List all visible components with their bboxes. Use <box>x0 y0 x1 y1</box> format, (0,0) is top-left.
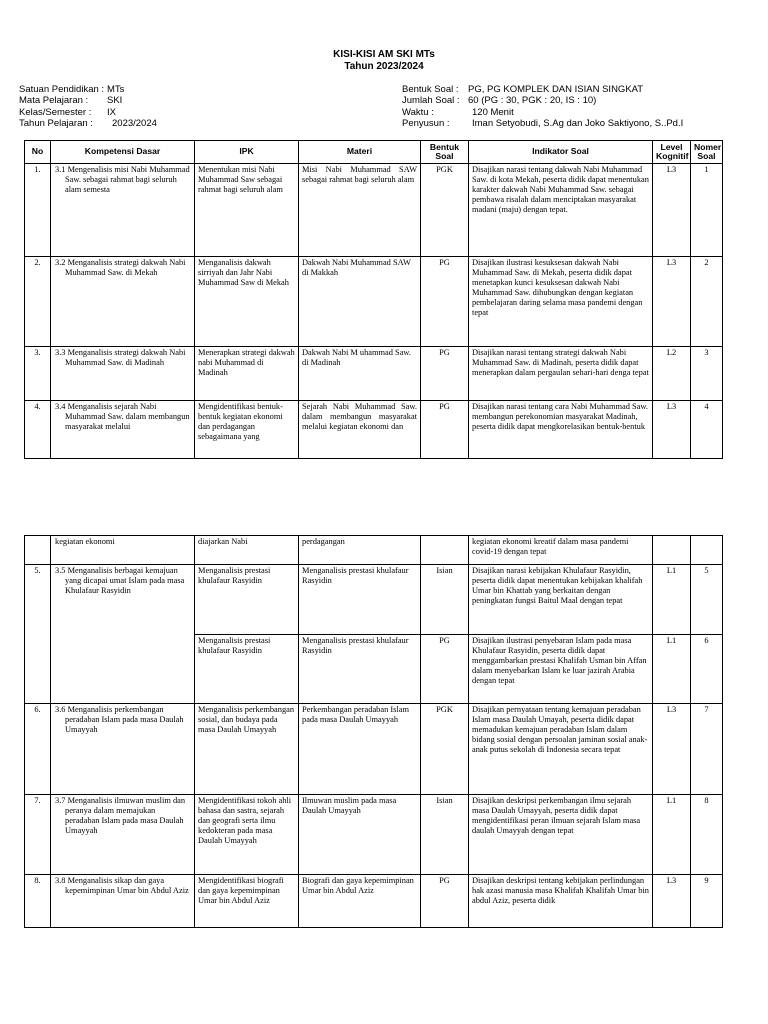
meta-row <box>402 84 683 95</box>
table-row <box>25 347 723 401</box>
cell-materi: Dakwah Nabi Muhammad SAW di Makkah <box>299 257 421 347</box>
meta-row <box>19 118 157 129</box>
column-header: Bentuk Soal <box>421 141 469 164</box>
cell-ipk: Mengidentifikasi bentuk-bentuk kegiatan ekonomi dan perdagangan sebagaimana yang <box>195 401 299 459</box>
cell-nomer-soal: 4 <box>691 401 723 459</box>
cell-bentuk-soal: PG <box>421 875 469 928</box>
column-header: No <box>25 141 51 164</box>
cell-bentuk-soal: PG <box>421 257 469 347</box>
cell-ipk: Menganalisis prestasi khulafaur Rasyidin <box>195 635 299 704</box>
cell-ipk: Menganalisis perkembangan sosial, dan budaya pada masa Daulah Umayyah <box>195 704 299 795</box>
cell-no: 5. <box>25 565 51 704</box>
meta-label: Jumlah Soal : <box>402 95 460 107</box>
meta-row <box>19 107 157 118</box>
document-year: Tahun 2023/2024 <box>344 61 424 72</box>
meta-row <box>19 95 157 106</box>
cell-level-kognitif: L3 <box>653 164 691 257</box>
cell-no: 8. <box>25 875 51 928</box>
cell-level-kognitif: L3 <box>653 401 691 459</box>
meta-label: Mata Pelajaran : <box>19 95 89 107</box>
cell-ipk: Menganalisis prestasi khulafaur Rasyidin <box>195 565 299 635</box>
meta-right <box>402 84 683 129</box>
cell-indikator-soal: Disajikan pernyataan tentang kemajuan peradaban Islam masa Daulah Umayah, peserta didik dapat memadukan kemajuan peradaban Islam dalam bidang sosial dengan persoalan jaminan sosial anak-anak putus sekolah di Indonesia secara tepat <box>469 704 653 795</box>
cell-kompetensi-dasar: 3.8 Menganalisis sikap dan gaya kepemimpinan Umar bin Abdul Aziz <box>51 875 195 928</box>
cell-materi: Sejarah Nabi Muhammad Saw. dalam membangun masyarakat melalui kegiatan ekonomi dan <box>299 401 421 459</box>
column-header: Kompetensi Dasar <box>51 141 195 164</box>
cell-ipk: Mengidentifikasi biografi dan gaya kepemimpinan Umar bin Abdul Aziz <box>195 875 299 928</box>
cell-materi: Misi Nabi Muhammad SAW sebagai rahmat bagi seluruh alam <box>299 164 421 257</box>
cell-nomer-soal: 9 <box>691 875 723 928</box>
cell-bentuk-soal <box>421 536 469 565</box>
cell-kompetensi-dasar: 3.2 Menganalisis strategi dakwah Nabi Muhammad Saw. di Mekah <box>51 257 195 347</box>
meta-row <box>402 107 683 118</box>
meta-value: PG, PG KOMPLEK DAN ISIAN SINGKAT <box>468 84 644 95</box>
cell-materi: Ilmuwan muslim pada masa Daulah Umayyah <box>299 795 421 875</box>
meta-value: 120 Menit <box>472 106 514 118</box>
cell-materi: Biografi dan gaya kepemimpinan Umar bin Abdul Aziz <box>299 875 421 928</box>
document-title: KISI-KISI AM SKI MTs <box>333 49 435 60</box>
cell-nomer-soal: 8 <box>691 795 723 875</box>
cell-no: 3. <box>25 347 51 401</box>
cell-no: 7. <box>25 795 51 875</box>
cell-no: 4. <box>25 401 51 459</box>
cell-nomer-soal: 6 <box>691 635 723 704</box>
meta-value: Iman Setyobudi, S.Ag dan Joko Saktiyono, S..Pd.I <box>472 117 684 129</box>
cell-materi: Menganalisis prestasi khulafaur Rasyidin <box>299 635 421 704</box>
cell-kompetensi-dasar: 3.5 Menganalisis berbagai kemajuan yang dicapai umat Islam pada masa Khulafaur Rasyidin <box>51 565 195 704</box>
column-header: Materi <box>299 141 421 164</box>
cell-indikator-soal: Disajikan ilustrasi penyebaran Islam pada masa Khulafaur Rasyidin, peserta didik dapat menggambarkan prestasi Khalifah Usman bin Affan dalam menyebarkan Islam ke luar jazirah Arabia dengan tepat <box>469 635 653 704</box>
table-row <box>25 704 723 795</box>
meta-label: Bentuk Soal : <box>402 84 459 95</box>
cell-ipk: Mengidentifikasi tokoh ahli bahasa dan sastra, sejarah dan geografi serta ilmu kedokteran pada masa Daulah Umayyah <box>195 795 299 875</box>
cell-nomer-soal: 5 <box>691 565 723 635</box>
meta-value: MTs <box>107 84 125 95</box>
meta-label: Waktu : <box>402 106 434 118</box>
meta-row <box>19 84 157 95</box>
cell-bentuk-soal: Isian <box>421 565 469 635</box>
cell-nomer-soal <box>691 536 723 565</box>
table-row <box>25 565 723 635</box>
cell-bentuk-soal: PG <box>421 347 469 401</box>
meta-value: 2023/2024 <box>112 117 157 129</box>
cell-nomer-soal: 2 <box>691 257 723 347</box>
cell-nomer-soal: 7 <box>691 704 723 795</box>
meta-label: Satuan Pendidikan : <box>19 84 105 95</box>
kisi-kisi-table-page-1 <box>24 140 723 459</box>
cell-no: 6. <box>25 704 51 795</box>
cell-no <box>25 536 51 565</box>
meta-label: Penyusun : <box>402 117 450 129</box>
cell-indikator-soal: Disajikan ilustrasi kesuksesan dakwah Nabi Muhammad Saw. di Mekah, peserta didik dapat menetapkan kunci kesuksesan dakwah Nabi Muhammad Saw. dihubungkan dengan kegiatan pembelajaran daring selama masa pandemi dengan tepat <box>469 257 653 347</box>
cell-level-kognitif: L2 <box>653 347 691 401</box>
cell-indikator-soal: Disajikan narasi tentang strategi dakwah Nabi Muhammad Saw. di Madinah, peserta didik dapat menerapkan dalam pergaulan sehari-hari denga tepat <box>469 347 653 401</box>
column-header: Level Kognitif <box>653 141 691 164</box>
meta-row <box>402 95 683 106</box>
cell-bentuk-soal: Isian <box>421 795 469 875</box>
cell-no: 1. <box>25 164 51 257</box>
column-header: Nomer Soal <box>691 141 723 164</box>
meta-value: 60 (PG : 30, PGK : 20, IS : 10) <box>468 95 597 107</box>
table-row <box>25 536 723 565</box>
meta-value: IX <box>107 106 116 118</box>
cell-kompetensi-dasar: 3.7 Menganalisis ilmuwan muslim dan peranya dalam memajukan peradaban Islam pada masa Daulah Umayyah <box>51 795 195 875</box>
meta-row <box>402 118 683 129</box>
cell-level-kognitif: L3 <box>653 875 691 928</box>
cell-ipk: Menganalisis dakwah sirriyah dan Jahr Nabi Muhammad Saw di Mekah <box>195 257 299 347</box>
cell-indikator-soal: Disajikan narasi tentang cara Nabi Muhammad Saw. membangun perekonomian masyarakat Madinah, peserta didik dapat mengkorelasikan bentuk-bentuk <box>469 401 653 459</box>
table-row <box>25 401 723 459</box>
cell-ipk: Menentukan misi Nabi Muhammad Saw sebagai rahmat bagi seluruh alam <box>195 164 299 257</box>
cell-indikator-soal: Disajikan narasi kebijakan Khulafaur Rasyidin, peserta didik dapat menentukan kebijakan khalifah Umar bin Khattab yang berkaitan dengan peningkatan fungsi Baitul Maal dengan tepat <box>469 565 653 635</box>
cell-nomer-soal: 1 <box>691 164 723 257</box>
cell-kompetensi-dasar: 3.6 Menganalisis perkembangan peradaban Islam pada masa Daulah Umayyah <box>51 704 195 795</box>
table-row <box>25 795 723 875</box>
table-header-row <box>25 141 723 164</box>
cell-level-kognitif: L3 <box>653 704 691 795</box>
cell-kompetensi-dasar: 3.4 Menganalisis sejarah Nabi Muhammad Saw. dalam membangun masyarakat melalui <box>51 401 195 459</box>
cell-ipk: diajarkan Nabi <box>195 536 299 565</box>
column-header: Indikator Soal <box>469 141 653 164</box>
cell-level-kognitif: L1 <box>653 565 691 635</box>
table-row <box>25 257 723 347</box>
cell-kompetensi-dasar: kegiatan ekonomi <box>51 536 195 565</box>
table-row <box>25 164 723 257</box>
cell-indikator-soal: kegiatan ekonomi kreatif dalam masa pandemi covid-19 dengan tepat <box>469 536 653 565</box>
cell-bentuk-soal: PGK <box>421 164 469 257</box>
cell-materi: Menganalisis prestasi khulafaur Rasyidin <box>299 565 421 635</box>
cell-indikator-soal: Disajikan deskripsi tentang kebijakan perlindungan hak azasi manusia masa Khalifah Khalifah Umar bin abdul Aziz, peserta didik <box>469 875 653 928</box>
cell-indikator-soal: Disajikan deskripsi perkembangan ilmu sejarah masa Daulah Umayyah, peserta didik dapat mengidentifikasi peran ilmuan sejarah Islam masa daulah Umayyah dengan tepat <box>469 795 653 875</box>
cell-materi: Perkembangan peradaban Islam pada masa Daulah Umayyah <box>299 704 421 795</box>
cell-bentuk-soal: PG <box>421 401 469 459</box>
kisi-kisi-table-page-2 <box>24 535 723 928</box>
meta-label: Kelas/Semester : <box>19 106 92 118</box>
cell-level-kognitif: L1 <box>653 635 691 704</box>
cell-no: 2. <box>25 257 51 347</box>
table-row <box>25 875 723 928</box>
cell-bentuk-soal: PGK <box>421 704 469 795</box>
cell-materi: perdagangan <box>299 536 421 565</box>
cell-kompetensi-dasar: 3.1 Mengenalisis misi Nabi Muhammad Saw. sebagai rahmat bagi seluruh alam semesta <box>51 164 195 257</box>
cell-indikator-soal: Disajikan narasi tentang dakwah Nabi Muhammad Saw. di kota Mekah, peserta didik dapat menentukan karakter dakwah Nabi Muhammad Saw. sebagai pembawa risalah dalam menciptakan masyarakat madani (maju) dengan tepat. <box>469 164 653 257</box>
cell-level-kognitif <box>653 536 691 565</box>
cell-nomer-soal: 3 <box>691 347 723 401</box>
cell-bentuk-soal: PG <box>421 635 469 704</box>
meta-label: Tahun Pelajaran : <box>19 117 93 129</box>
meta-left <box>19 84 157 129</box>
meta-value: SKI <box>107 95 123 107</box>
cell-kompetensi-dasar: 3.3 Menganalisis strategi dakwah Nabi Muhammad Saw. di Madinah <box>51 347 195 401</box>
cell-level-kognitif: L3 <box>653 257 691 347</box>
cell-level-kognitif: L1 <box>653 795 691 875</box>
cell-materi: Dakwah Nabi M uhammad Saw. di Madinah <box>299 347 421 401</box>
column-header: IPK <box>195 141 299 164</box>
cell-ipk: Menerapkan strategi dakwah nabi Muhammad di Madinah <box>195 347 299 401</box>
